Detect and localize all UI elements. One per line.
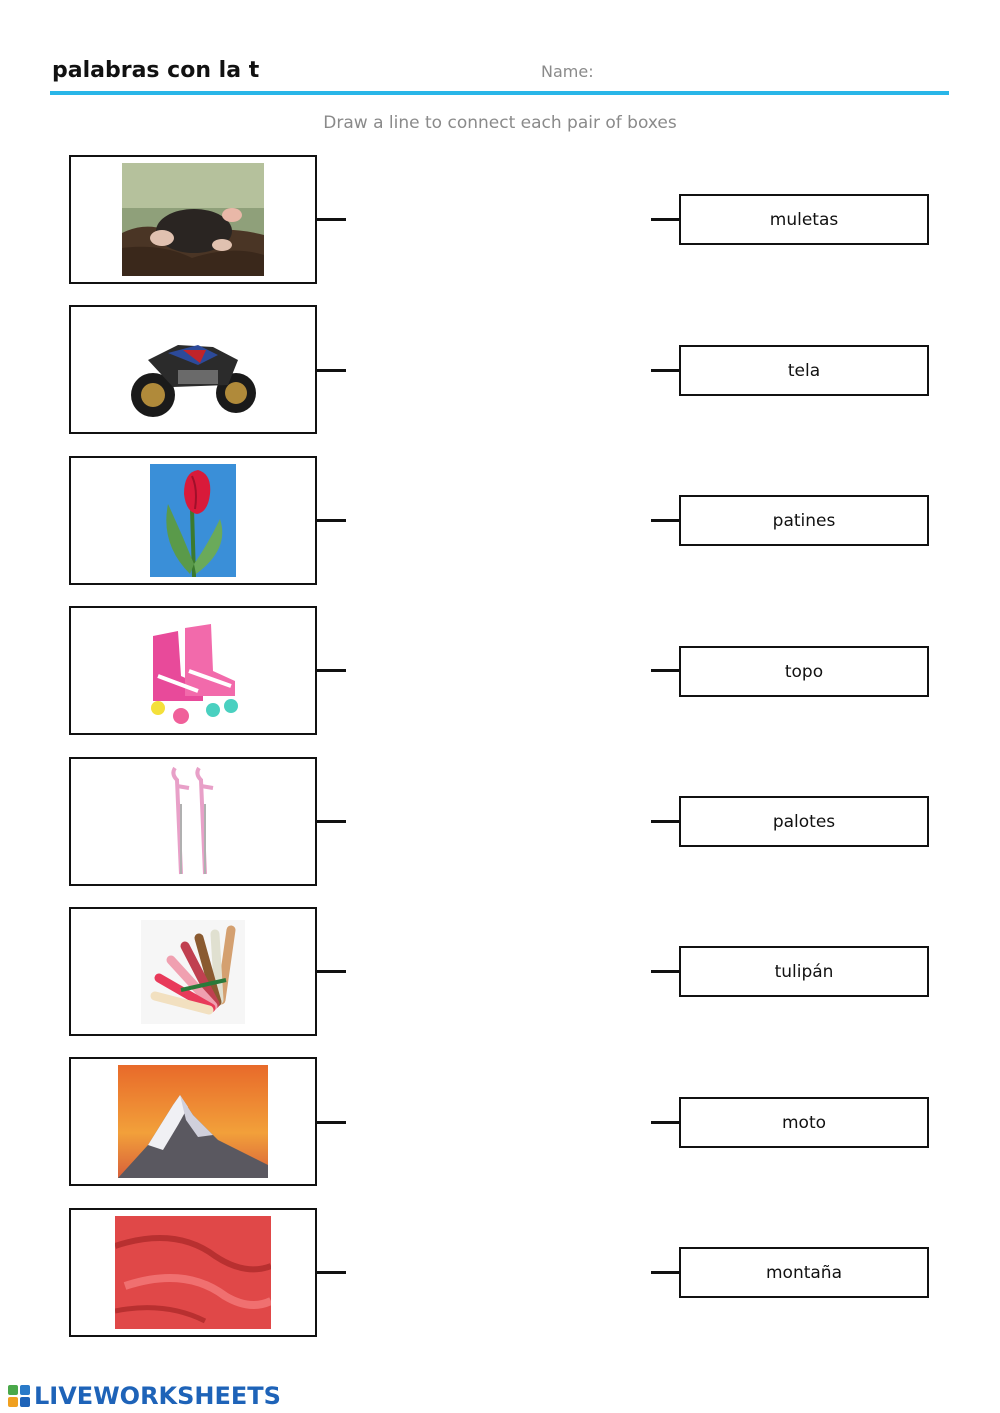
motorcycle-picture-icon [128, 315, 258, 425]
connector-left-5[interactable] [317, 820, 346, 823]
word-box-patines[interactable]: patines [679, 495, 929, 546]
roller-skates-picture-icon [143, 616, 243, 726]
picture-box-4[interactable] [69, 606, 317, 735]
word-box-topo[interactable]: topo [679, 646, 929, 697]
word-box-tela[interactable]: tela [679, 345, 929, 396]
red-fabric-picture-icon [115, 1216, 271, 1329]
connector-right-8[interactable] [651, 1271, 680, 1274]
connector-right-5[interactable] [651, 820, 680, 823]
liveworksheets-logo [8, 1382, 281, 1410]
connector-right-1[interactable] [651, 218, 680, 221]
connector-left-4[interactable] [317, 669, 346, 672]
tulip-picture-icon [150, 464, 236, 577]
header-divider [50, 91, 949, 95]
instructions-text: Draw a line to connect each pair of boxes [323, 113, 677, 133]
candy-sticks-picture-icon [141, 920, 245, 1024]
worksheet-title: palabras con la t [52, 58, 260, 83]
mole-picture-icon [122, 163, 264, 276]
word-box-palotes[interactable]: palotes [679, 796, 929, 847]
word-box-tulipan[interactable]: tulipán [679, 946, 929, 997]
connector-right-7[interactable] [651, 1121, 680, 1124]
brand-name: LIVEWORKSHEETS [34, 1382, 281, 1410]
logo-blocks-icon [8, 1385, 30, 1407]
picture-box-7[interactable] [69, 1057, 317, 1186]
mountain-picture-icon [118, 1065, 268, 1178]
connector-left-8[interactable] [317, 1271, 346, 1274]
picture-box-1[interactable] [69, 155, 317, 284]
picture-box-6[interactable] [69, 907, 317, 1036]
name-label: Name: [541, 62, 594, 81]
word-box-montana[interactable]: montaña [679, 1247, 929, 1298]
connector-left-1[interactable] [317, 218, 346, 221]
connector-left-6[interactable] [317, 970, 346, 973]
picture-box-2[interactable] [69, 305, 317, 434]
word-box-moto[interactable]: moto [679, 1097, 929, 1148]
connector-left-7[interactable] [317, 1121, 346, 1124]
connector-left-3[interactable] [317, 519, 346, 522]
picture-box-8[interactable] [69, 1208, 317, 1337]
crutches-picture-icon [163, 764, 223, 879]
connector-right-2[interactable] [651, 369, 680, 372]
connector-right-4[interactable] [651, 669, 680, 672]
picture-box-5[interactable] [69, 757, 317, 886]
connector-right-3[interactable] [651, 519, 680, 522]
connector-right-6[interactable] [651, 970, 680, 973]
connector-left-2[interactable] [317, 369, 346, 372]
word-box-muletas[interactable]: muletas [679, 194, 929, 245]
picture-box-3[interactable] [69, 456, 317, 585]
